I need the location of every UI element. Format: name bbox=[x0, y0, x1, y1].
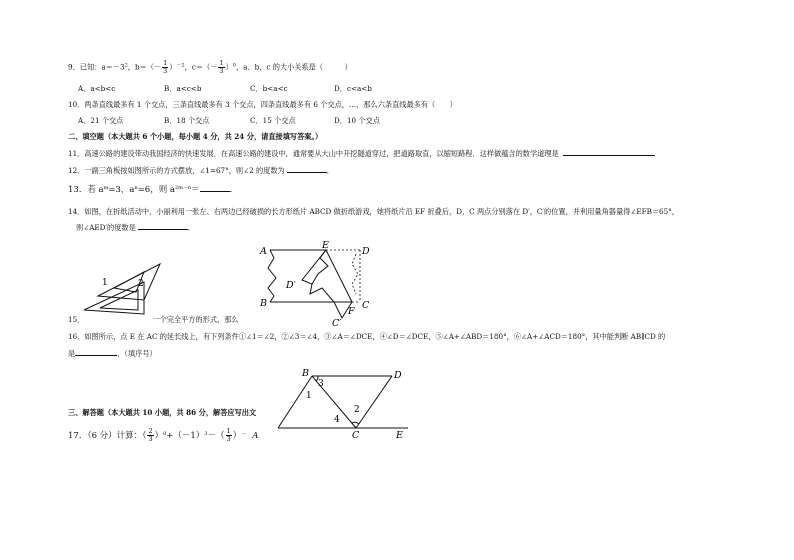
folded-torn-edge bbox=[312, 250, 328, 284]
question-11 bbox=[68, 148, 655, 159]
parallelogram-figure bbox=[272, 368, 412, 441]
q17-exponent-3: － bbox=[241, 431, 247, 437]
q12-suffix: ． bbox=[326, 166, 334, 175]
q17-mid2: － bbox=[207, 431, 217, 441]
fold-label-c-prime: C′ bbox=[332, 318, 342, 329]
q17-fraction-2: $\frac{1}{3}$ bbox=[226, 427, 231, 443]
q15-prefix: 15． bbox=[68, 315, 85, 324]
q9-b-part: ，b＝（－ bbox=[127, 62, 162, 72]
q9-stem-prefix: 9．已知：a＝－3 bbox=[68, 62, 125, 72]
para-label-e: E bbox=[396, 430, 403, 441]
q13-exponent: 2m－n bbox=[175, 185, 192, 191]
q9-c-close: ） bbox=[225, 62, 233, 72]
q14-prefix: 则∠AED′的度数是 bbox=[76, 223, 136, 232]
para-label-4: 4 bbox=[334, 415, 340, 425]
triangle-ruler-figure bbox=[80, 240, 180, 320]
paper-fold-figure bbox=[256, 240, 386, 330]
q9-stem-suffix: ，a、b、c 的大小关系是（ ） bbox=[235, 62, 352, 72]
q13-answer-blank bbox=[200, 184, 230, 192]
fold-label-b: B bbox=[260, 298, 267, 309]
q13-n-exponent: n bbox=[134, 185, 138, 191]
line-dc bbox=[356, 376, 392, 428]
section-3-heading: 三、解答题（本大题共 10 小题，共 86 分，解答应写出文 bbox=[68, 408, 257, 417]
q13-prefix: 13．若 a bbox=[68, 185, 104, 195]
question-15 bbox=[68, 315, 239, 325]
torn-left-edge bbox=[268, 250, 276, 302]
q13-mid2: =6，则 a bbox=[137, 185, 175, 195]
q10-option-c: C．15 个交点 bbox=[250, 116, 296, 125]
q13-m-exponent: m bbox=[103, 185, 109, 191]
q9-c-exponent: 0 bbox=[232, 62, 236, 69]
q9-option-b: B．a<c<b bbox=[164, 84, 202, 93]
q9-b-fraction: $\frac{1}{3}$ bbox=[163, 59, 168, 75]
q13-equals: ＝ bbox=[191, 185, 200, 195]
question-17: 17．（6 分）计算：（ $\frac{2}{3}$ ）$^0+(-1)^3-$（ $\frac{1}{3}$ ）－ A bbox=[68, 427, 259, 443]
fold-label-c: C bbox=[362, 300, 370, 311]
q17-mid: +（－1） bbox=[166, 431, 205, 441]
para-label-b: B bbox=[302, 368, 309, 379]
q16-suffix: ．（填序号） bbox=[117, 349, 157, 358]
para-label-2: 2 bbox=[354, 405, 360, 415]
question-16-line-1: 16．如图所示，点 E 在 AC 的延长线上，有下列条件①∠1＝∠2，②∠3＝∠4，③∠A＝∠DCE，④∠D＝∠DCE，⑤∠A+∠ABD＝180°，⑥∠A+∠ACD＝180°，其中能判断 AB∥CD 的 bbox=[68, 332, 666, 341]
q10-option-a: A．21 个交点 bbox=[78, 116, 124, 125]
q9-option-a: A．a<b<c bbox=[78, 84, 116, 93]
q14-answer-blank bbox=[138, 222, 188, 230]
q9-b-close: ） bbox=[169, 62, 177, 72]
question-13 bbox=[68, 184, 238, 195]
q9-a-exponent: 2 bbox=[124, 62, 128, 69]
fold-label-d-prime: D′ bbox=[286, 280, 296, 291]
q11-answer-blank bbox=[563, 148, 655, 156]
q17-fraction-1: $\frac{2}{3}$ bbox=[148, 427, 153, 443]
triangle-angle-2-label: 2 bbox=[138, 279, 144, 289]
q12-prefix: 12．一副三角板按如图所示的方式摆放，∠1=67°，则∠2 的度数为 bbox=[68, 166, 285, 175]
q17-exponent-1: 0 bbox=[163, 431, 167, 437]
question-10: 10．两条直线最多有 1 个交点，三条直线最多有 3 个交点，四条直线最多有 6 个交点，…，那么六条直线最多有（ ） bbox=[68, 100, 457, 109]
q12-answer-blank bbox=[287, 165, 327, 173]
q17-exponent-2: 3 bbox=[204, 431, 208, 437]
fold-label-e: E bbox=[322, 240, 329, 251]
section-2-heading: 二、填空题（本大题共 6 个小题，每小题 4 分，共 24 分，请直接填写答案。） bbox=[68, 132, 323, 141]
q16-prefix: 是 bbox=[68, 349, 76, 358]
q10-option-d: D．10 个交点 bbox=[334, 116, 380, 125]
q17-tail: A bbox=[252, 431, 259, 441]
question-14-line-1: 14．如图，在折纸活动中，小丽利用一张左、右两边已经破损的长方形纸片 ABCD 做折纸游戏，她将纸片沿 EF 折叠后，D，C 两点分别落在 D′，C′的位置，并利用量角器量得∠EFB＝65°， bbox=[68, 207, 679, 216]
q15-suffix: 一个完全平方的形式，那么 bbox=[152, 315, 239, 324]
fold-label-d: D bbox=[362, 246, 370, 257]
para-label-1: 1 bbox=[306, 391, 312, 401]
para-label-c: C bbox=[352, 430, 360, 441]
q9-option-d: D．c<a<b bbox=[334, 84, 372, 93]
dashed-torn-right bbox=[352, 254, 358, 294]
q11-text: 11．高速公路的建设带动我国经济的快速发展．在高速公路的建设中，通常要从大山中开挖隧道穿过，把道路取直，以缩短路程．这样做蕴含的数学道理是 bbox=[68, 149, 559, 158]
q17-prefix: 17．（6 分）计算： bbox=[68, 431, 143, 441]
q9-c-part: ，c＝（－ bbox=[184, 62, 218, 72]
q16-answer-blank bbox=[75, 348, 117, 356]
para-label-3: 3 bbox=[318, 379, 324, 389]
question-16-line-2 bbox=[68, 348, 157, 359]
triangle-angle-1-label: 1 bbox=[102, 278, 108, 288]
q10-option-b: B．18 个交点 bbox=[164, 116, 210, 125]
fold-label-f: F bbox=[348, 306, 355, 317]
question-9 bbox=[68, 60, 352, 75]
fold-label-a: A bbox=[260, 246, 267, 257]
q13-end: ． bbox=[229, 185, 239, 195]
line-ab bbox=[278, 376, 312, 428]
folded-part bbox=[302, 250, 352, 318]
para-label-d: D bbox=[394, 370, 402, 381]
q13-mid: =3，a bbox=[108, 185, 135, 195]
question-12 bbox=[68, 165, 334, 176]
q14-suffix: ． bbox=[187, 223, 195, 232]
question-14-line-2 bbox=[76, 222, 195, 233]
q9-c-fraction: $\frac{1}{3}$ bbox=[219, 59, 224, 75]
q9-b-exponent: －2 bbox=[176, 62, 185, 69]
q9-option-c: C．b<a<c bbox=[250, 84, 288, 93]
